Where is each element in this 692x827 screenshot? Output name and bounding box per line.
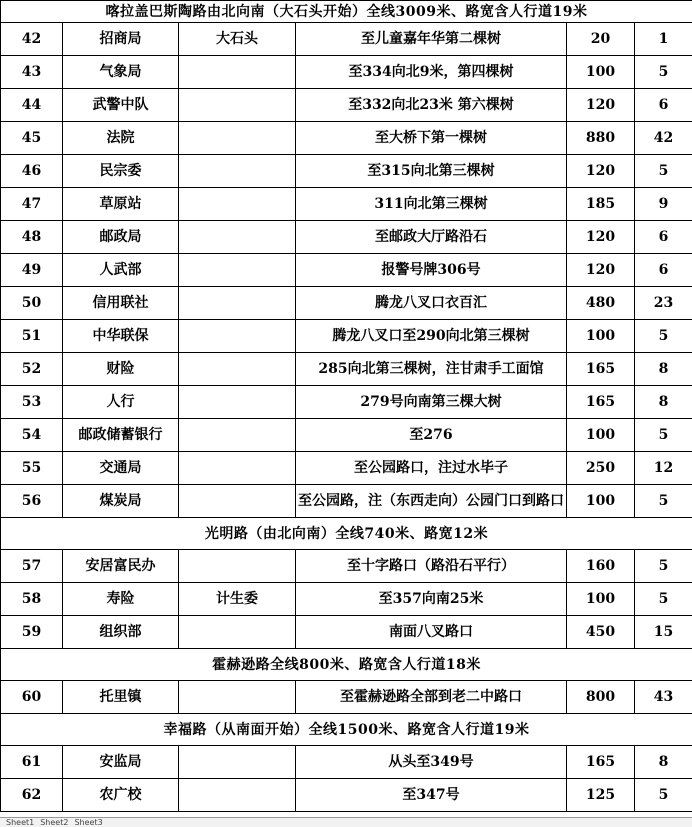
table-row: [1, 681, 692, 714]
table-row: [1, 320, 692, 353]
location-cell[interactable]: 从头至349号: [296, 746, 567, 779]
table-row: [1, 452, 692, 485]
tree-count-cell[interactable]: 8: [635, 746, 692, 779]
row-number-cell[interactable]: 53: [1, 386, 63, 419]
table-row: [1, 616, 692, 649]
location-cell[interactable]: 南面八叉路口: [296, 616, 567, 649]
unit-name-cell[interactable]: 招商局: [63, 23, 179, 56]
table-row: [1, 419, 692, 452]
length-cell[interactable]: 100: [567, 583, 635, 616]
unit-name-cell[interactable]: 气象局: [63, 56, 179, 89]
tree-count-cell[interactable]: 1: [635, 23, 692, 56]
unit-name-cell[interactable]: 信用联社: [63, 287, 179, 320]
note-cell[interactable]: [179, 56, 296, 89]
note-cell[interactable]: [179, 353, 296, 386]
tree-count-cell[interactable]: 5: [635, 320, 692, 353]
row-number-cell[interactable]: 44: [1, 89, 63, 122]
location-cell[interactable]: 报警号牌306号: [296, 254, 567, 287]
table-row: [1, 188, 692, 221]
note-cell[interactable]: [179, 746, 296, 779]
table-row: [1, 122, 692, 155]
table-row: [1, 583, 692, 616]
tree-count-cell[interactable]: 5: [635, 583, 692, 616]
length-cell[interactable]: 125: [567, 779, 635, 812]
table-row: [1, 746, 692, 779]
note-cell[interactable]: [179, 155, 296, 188]
unit-name-cell[interactable]: 组织部: [63, 616, 179, 649]
length-cell[interactable]: 100: [567, 56, 635, 89]
location-cell[interactable]: 至357向南25米: [296, 583, 567, 616]
table-row: [1, 386, 692, 419]
row-number-cell[interactable]: 51: [1, 320, 63, 353]
note-cell[interactable]: 计生委: [179, 583, 296, 616]
row-number-cell[interactable]: 52: [1, 353, 63, 386]
note-cell[interactable]: [179, 188, 296, 221]
section-header[interactable]: 霍赫逊路全线800米、路宽含人行道18米: [1, 649, 692, 681]
row-number-cell[interactable]: 50: [1, 287, 63, 320]
unit-name-cell[interactable]: 中华联保: [63, 320, 179, 353]
unit-name-cell[interactable]: 安居富民办: [63, 550, 179, 583]
tree-count-cell[interactable]: 5: [635, 550, 692, 583]
row-number-cell[interactable]: 47: [1, 188, 63, 221]
table-row: [1, 155, 692, 188]
location-cell[interactable]: 311向北第三棵树: [296, 188, 567, 221]
note-cell[interactable]: [179, 779, 296, 812]
note-cell[interactable]: [179, 616, 296, 649]
table-row: [1, 485, 692, 518]
row-number-cell[interactable]: 54: [1, 419, 63, 452]
location-cell[interactable]: 279号向南第三棵大树: [296, 386, 567, 419]
section-header-row: [1, 649, 692, 681]
unit-name-cell[interactable]: 安监局: [63, 746, 179, 779]
note-cell[interactable]: [179, 122, 296, 155]
note-cell[interactable]: [179, 221, 296, 254]
row-number-cell[interactable]: 43: [1, 56, 63, 89]
tree-count-cell[interactable]: 5: [635, 779, 692, 812]
tree-count-cell[interactable]: 5: [635, 56, 692, 89]
location-cell[interactable]: 至霍赫逊路全部到老二中路口: [296, 681, 567, 714]
section-header-row: [1, 518, 692, 550]
tree-count-cell[interactable]: 8: [635, 386, 692, 419]
length-cell[interactable]: 250: [567, 452, 635, 485]
tree-count-cell[interactable]: 5: [635, 155, 692, 188]
unit-name-cell[interactable]: 民宗委: [63, 155, 179, 188]
location-cell[interactable]: 285向北第三棵树，注甘肃手工面馆: [296, 353, 567, 386]
section-header[interactable]: 喀拉盖巴斯陶路由北向南（大石头开始）全线3009米、路宽含人行道19米: [1, 1, 692, 23]
tree-count-cell[interactable]: 6: [635, 254, 692, 287]
unit-name-cell[interactable]: 草原站: [63, 188, 179, 221]
row-number-cell[interactable]: 46: [1, 155, 63, 188]
note-cell[interactable]: [179, 485, 296, 518]
table-row: [1, 353, 692, 386]
note-cell[interactable]: [179, 386, 296, 419]
row-number-cell[interactable]: 58: [1, 583, 63, 616]
unit-name-cell[interactable]: 托里镇: [63, 681, 179, 714]
section-header[interactable]: 幸福路（从南面开始）全线1500米、路宽含人行道19米: [1, 714, 692, 746]
row-number-cell[interactable]: 49: [1, 254, 63, 287]
sheet-tab[interactable]: Sheet2: [37, 818, 71, 827]
note-cell[interactable]: [179, 320, 296, 353]
sheet-tab[interactable]: Sheet3: [71, 818, 105, 827]
tree-count-cell[interactable]: 43: [635, 681, 692, 714]
location-cell[interactable]: 至315向北第三棵树: [296, 155, 567, 188]
unit-name-cell[interactable]: 法院: [63, 122, 179, 155]
length-cell[interactable]: 450: [567, 616, 635, 649]
row-number-cell[interactable]: 62: [1, 779, 63, 812]
length-cell[interactable]: 100: [567, 419, 635, 452]
table-row: [1, 221, 692, 254]
table-row: [1, 550, 692, 583]
location-cell[interactable]: 腾龙八叉口衣百汇: [296, 287, 567, 320]
tree-count-cell[interactable]: 23: [635, 287, 692, 320]
row-number-cell[interactable]: 42: [1, 23, 63, 56]
unit-name-cell[interactable]: 人武部: [63, 254, 179, 287]
note-cell[interactable]: [179, 419, 296, 452]
section-header[interactable]: 光明路（由北向南）全线740米、路宽12米: [1, 518, 692, 550]
table-row: [1, 254, 692, 287]
unit-name-cell[interactable]: 寿险: [63, 583, 179, 616]
location-cell[interactable]: 至334向北9米，第四棵树: [296, 56, 567, 89]
row-number-cell[interactable]: 55: [1, 452, 63, 485]
tree-count-cell[interactable]: 6: [635, 221, 692, 254]
unit-name-cell[interactable]: 交通局: [63, 452, 179, 485]
tree-count-cell[interactable]: 6: [635, 89, 692, 122]
note-cell[interactable]: [179, 89, 296, 122]
location-cell[interactable]: 腾龙八叉口至290向北第三棵树: [296, 320, 567, 353]
tree-count-cell[interactable]: 5: [635, 485, 692, 518]
table-row: [1, 56, 692, 89]
section-header-row: [1, 714, 692, 746]
location-cell[interactable]: 至十字路口（路沿石平行）: [296, 550, 567, 583]
location-cell[interactable]: 至公园路，注（东西走向）公园门口到路口: [296, 485, 567, 518]
length-cell[interactable]: 880: [567, 122, 635, 155]
length-cell[interactable]: 480: [567, 287, 635, 320]
location-cell[interactable]: 至公园路口，注过水毕子: [296, 452, 567, 485]
unit-name-cell[interactable]: 邮政储蓄银行: [63, 419, 179, 452]
length-cell[interactable]: 120: [567, 89, 635, 122]
note-cell[interactable]: [179, 254, 296, 287]
length-cell[interactable]: 185: [567, 188, 635, 221]
length-cell[interactable]: 100: [567, 320, 635, 353]
note-cell[interactable]: 大石头: [179, 23, 296, 56]
unit-name-cell[interactable]: 农广校: [63, 779, 179, 812]
length-cell[interactable]: 100: [567, 485, 635, 518]
location-cell[interactable]: 至347号: [296, 779, 567, 812]
tree-count-cell[interactable]: 12: [635, 452, 692, 485]
row-number-cell[interactable]: 59: [1, 616, 63, 649]
tree-count-cell[interactable]: 8: [635, 353, 692, 386]
row-number-cell[interactable]: 61: [1, 746, 63, 779]
tree-count-cell[interactable]: 9: [635, 188, 692, 221]
location-cell[interactable]: 至大桥下第一棵树: [296, 122, 567, 155]
table-row: [1, 23, 692, 56]
length-cell[interactable]: 20: [567, 23, 635, 56]
row-number-cell[interactable]: 56: [1, 485, 63, 518]
row-number-cell[interactable]: 60: [1, 681, 63, 714]
section-header-row: [1, 1, 692, 23]
note-cell[interactable]: [179, 287, 296, 320]
note-cell[interactable]: [179, 550, 296, 583]
row-number-cell[interactable]: 45: [1, 122, 63, 155]
location-cell[interactable]: 至邮政大厅路沿石: [296, 221, 567, 254]
location-cell[interactable]: 至276: [296, 419, 567, 452]
tree-count-cell[interactable]: 15: [635, 616, 692, 649]
length-cell[interactable]: 160: [567, 550, 635, 583]
table-row: [1, 287, 692, 320]
unit-name-cell[interactable]: 邮政局: [63, 221, 179, 254]
length-cell[interactable]: 165: [567, 353, 635, 386]
table-row: [1, 89, 692, 122]
location-cell[interactable]: 至儿童嘉年华第二棵树: [296, 23, 567, 56]
note-cell[interactable]: [179, 681, 296, 714]
length-cell[interactable]: 165: [567, 386, 635, 419]
unit-name-cell[interactable]: 财险: [63, 353, 179, 386]
unit-name-cell[interactable]: 武警中队: [63, 89, 179, 122]
length-cell[interactable]: 120: [567, 221, 635, 254]
length-cell[interactable]: 800: [567, 681, 635, 714]
row-number-cell[interactable]: 57: [1, 550, 63, 583]
row-number-cell[interactable]: 48: [1, 221, 63, 254]
note-cell[interactable]: [179, 452, 296, 485]
table-row: [1, 779, 692, 812]
length-cell[interactable]: 120: [567, 155, 635, 188]
tree-count-cell[interactable]: 5: [635, 419, 692, 452]
unit-name-cell[interactable]: 煤炭局: [63, 485, 179, 518]
length-cell[interactable]: 165: [567, 746, 635, 779]
location-cell[interactable]: 至332向北23米 第六棵树: [296, 89, 567, 122]
length-cell[interactable]: 120: [567, 254, 635, 287]
tree-count-cell[interactable]: 42: [635, 122, 692, 155]
unit-name-cell[interactable]: 人行: [63, 386, 179, 419]
sheet-tab[interactable]: Sheet1: [3, 818, 37, 827]
